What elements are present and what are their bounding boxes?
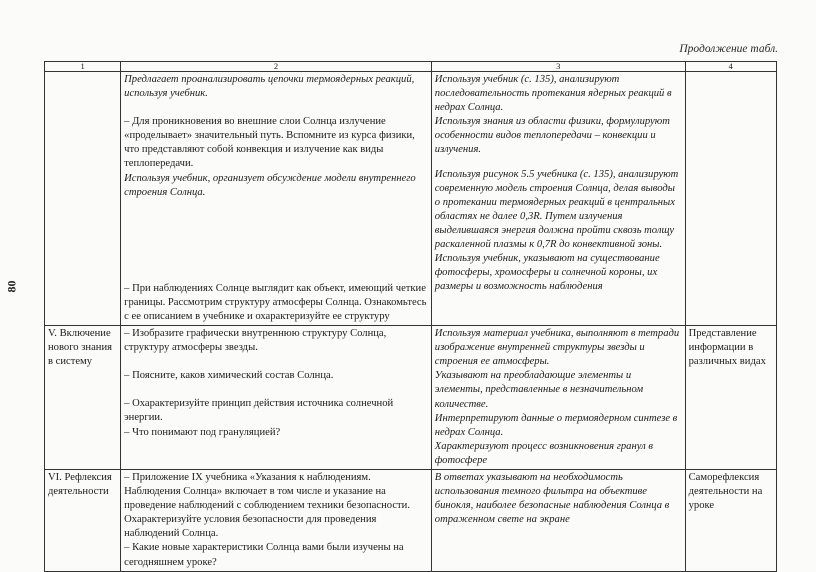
student-activity-text: Интерпретируют данные о термоядерном синтезе в недрах Солнца.	[434, 412, 678, 438]
student-activity-text: Используя знания из области физики, формулируют особенности видов теплопередачи – конвекции и излучения.	[434, 116, 670, 156]
stage-cell	[45, 72, 121, 326]
student-activity-text: Используя рисунок 5.5 учебника (с. 135), анализируют современную модель строения Солнца, делая выводы о протекании термоядерных реакций в центральных областях не далее 0,3R. Путем излучения выделившаяся энергия должна пройти сквозь толщу раскаленной плазмы к 0,7R до конвективной зоны.	[434, 168, 679, 251]
student-activity-cell	[431, 469, 685, 571]
teacher-activity-text: – Что понимают под грануляцией?	[124, 426, 281, 438]
teacher-activity-cell	[121, 326, 432, 470]
stage-cell: VI. Рефлексия деятельности	[45, 469, 121, 571]
lesson-plan-table	[44, 61, 777, 572]
teacher-activity-text: Используя учебник, организует обсуждение модели внутреннего строения Солнца.	[124, 172, 416, 198]
student-activity-cell	[431, 72, 685, 326]
teacher-activity-text: – При наблюдениях Солнце выглядит как объект, имеющий четкие границы. Рассмотрим структуру атмосферы Солнца. Ознакомьтесь с ее описанием в учебнике и охарактеризуйте ее структуру	[124, 282, 427, 322]
student-activity-text: В ответах указывают на необходимость использования темного фильтра на объективе бинокля, наиболее безопасные наблюдения Солнца в отраженном свете на экране	[434, 471, 670, 526]
result-cell	[685, 72, 776, 326]
page-number: 80	[4, 280, 19, 293]
table-row	[45, 326, 777, 470]
student-activity-text: Характеризуют процесс возникновения гранул в фотосфере	[434, 440, 654, 466]
student-activity-text: Используя учебник, указывают на существование фотосферы, хромосферы и солнечной короны, их размеры и возможность наблюдения	[434, 253, 660, 293]
stage-cell: V. Включение нового знания в систему	[45, 326, 121, 470]
student-activity-text: Используя материал учебника, выполняют в тетради изображение внутренней структуры звезды и строения ее атмосферы.	[434, 328, 680, 368]
header-row	[45, 62, 777, 72]
teacher-activity-text: – Поясните, каков химический состав Солнца.	[124, 370, 334, 382]
continuation-label: Продолжение табл.	[679, 43, 778, 55]
header-cell-3: 3	[431, 62, 685, 72]
teacher-activity-text: – Какие новые характеристики Солнца вами были изучены на сегодняшнем уроке?	[124, 542, 404, 568]
table-row	[45, 72, 777, 326]
teacher-activity-cell	[121, 469, 432, 571]
teacher-activity-cell	[121, 72, 432, 326]
student-activity-text: Используя учебник (с. 135), анализируют последовательность протекания ядерных реакций в недрах Солнца.	[434, 74, 672, 114]
header-cell-4: 4	[685, 62, 776, 72]
table-row	[45, 469, 777, 571]
teacher-activity-text: – Для проникновения во внешние слои Солнца излучение «проделывает» значительный путь. Вспомните из курса физики, что представляют собой конвекция и излучение как виды теплопередачи.	[124, 116, 415, 170]
student-activity-text: Указывают на преобладающие элементы и элементы, представленные в незначительном количестве.	[434, 370, 644, 410]
teacher-activity-text: Предлагает проанализировать цепочки термоядерных реакций, используя учебник.	[124, 74, 415, 100]
teacher-activity-text: – Охарактеризуйте принцип действия источника солнечной энергии.	[124, 398, 394, 424]
header-cell-1: 1	[45, 62, 121, 72]
result-cell: Саморефлексия деятельности на уроке	[685, 469, 776, 571]
header-cell-2: 2	[121, 62, 432, 72]
student-activity-cell	[431, 326, 685, 470]
teacher-activity-text: – Изобразите графически внутреннюю структуру Солнца, структуру атмосферы звезды.	[124, 328, 387, 354]
result-cell: Представление информации в различных видах	[685, 326, 776, 470]
teacher-activity-text: – Приложение IX учебника «Указания к наблюдениям. Наблюдения Солнца» включает в том числе и указание на проведение наблюдений с соблюдением техники безопасности. Охарактеризуйте условия безопасности для проведения наблюдений Солнца.	[124, 471, 410, 540]
